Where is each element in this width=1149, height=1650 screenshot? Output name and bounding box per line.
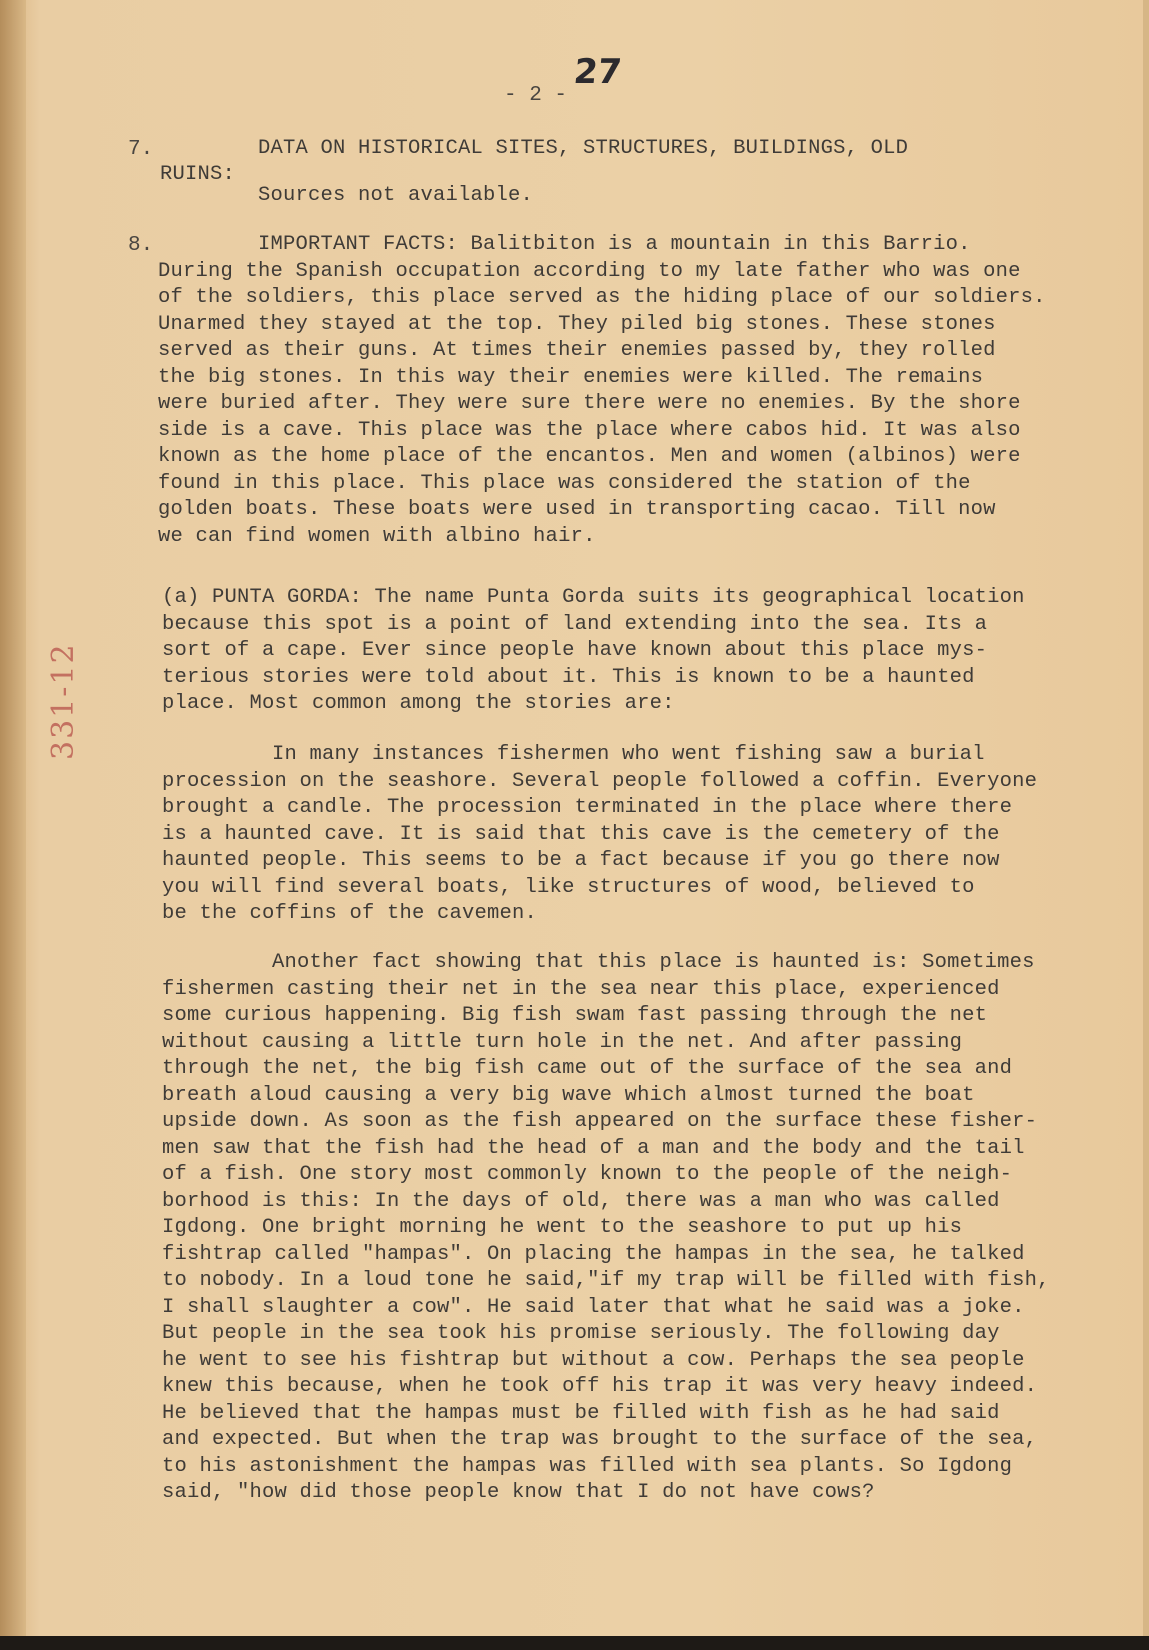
text-line: through the net, the big fish came out of the surface of the sea and xyxy=(162,1057,1013,1080)
section-8-number: 8. xyxy=(128,234,154,257)
text-line: I shall slaughter a cow". He said later that what he said was a joke. xyxy=(162,1295,1025,1319)
text-line: terious stories were told about it. This is known to be a haunted xyxy=(162,665,975,689)
text-line: you will find several boats, like structures of wood, believed to xyxy=(162,875,975,899)
text-line: knew this because, when he took off his trap it was very heavy indeed. xyxy=(162,1375,1038,1398)
text-line: In many instances fishermen who went fishing saw a burial xyxy=(272,743,985,766)
text-line: to his astonishment the hampas was filled with sea plants. So Igdong xyxy=(162,1454,1013,1478)
text-line: men saw that the fish had the head of a man and the body and the tail xyxy=(162,1136,1025,1160)
text-line: of the soldiers, this place served as the hiding place of our soldiers. xyxy=(158,286,1046,309)
text-line: of a fish. One story most commonly known to the people of the neigh- xyxy=(162,1163,1013,1186)
text-line: borhood is this: In the days of old, there was a man who was called xyxy=(162,1189,1000,1213)
page-right-edge xyxy=(1143,0,1149,1650)
text-line: some curious happening. Big fish swam fast passing through the net xyxy=(162,1004,988,1027)
text-line: haunted people. This seems to be a fact because if you go there now xyxy=(162,849,1000,872)
text-line: and expected. But when the trap was brought to the surface of the sea, xyxy=(162,1428,1038,1451)
text-line: to nobody. In a loud tone he said,"if my trap will be filled with fish, xyxy=(162,1269,1050,1292)
text-line: But people in the sea took his promise seriously. The following day xyxy=(162,1322,1000,1345)
text-line: Another fact showing that this place is haunted is: Sometimes xyxy=(272,951,1035,974)
haunted-fish-paragraph xyxy=(162,950,1062,1507)
text-line: He believed that the hampas must be filled with fish as he had said xyxy=(162,1401,1000,1425)
section-7-sources: Sources not available. xyxy=(258,184,534,207)
text-line: were buried after. They were sure there were no enemies. By the shore xyxy=(158,392,1021,415)
text-line: the big stones. In this way their enemies were killed. The remains xyxy=(158,365,984,389)
text-line: fishtrap called "hampas". On placing the hampas in the sea, he talked xyxy=(162,1242,1025,1266)
text-line: golden boats. These boats were used in transporting cacao. Till now xyxy=(158,498,996,521)
text-line: served as their guns. At times their enemies passed by, they rolled xyxy=(158,339,996,362)
page-number: 27 xyxy=(571,52,624,92)
text-line: (a) PUNTA GORDA: The name Punta Gorda suits its geographical location xyxy=(162,586,1025,609)
punta-gorda-paragraph xyxy=(162,585,1062,718)
text-line: Igdong. One bright morning he went to the seashore to put up his xyxy=(162,1216,963,1239)
binding-edge xyxy=(0,0,26,1650)
text-line: fishermen casting their net in the sea near this place, experienced xyxy=(162,977,1000,1001)
text-line: said, "how did those people know that I do not have cows? xyxy=(162,1481,875,1504)
text-line: he went to see his fishtrap but without a cow. Perhaps the sea people xyxy=(162,1348,1025,1372)
text-line: because this spot is a point of land extending into the sea. Its a xyxy=(162,612,988,636)
text-line: sort of a cape. Ever since people have known about this place mys- xyxy=(162,639,988,662)
text-line: During the Spanish occupation according to my late father who was one xyxy=(158,259,1021,283)
scan-bottom-border xyxy=(0,1636,1149,1650)
text-line: be the coffins of the cavemen. xyxy=(162,902,538,925)
text-line: we can find women with albino hair. xyxy=(158,524,596,548)
text-line: procession on the seashore. Several people followed a coffin. Everyone xyxy=(162,769,1038,793)
section-7-number: 7. xyxy=(128,138,154,161)
text-line: place. Most common among the stories are: xyxy=(162,692,675,715)
burial-procession-paragraph xyxy=(162,742,1062,928)
text-line: upside down. As soon as the fish appeared on the surface these fisher- xyxy=(162,1110,1038,1133)
text-line: without causing a little turn hole in the net. And after passing xyxy=(162,1030,963,1054)
text-line: brought a candle. The procession terminated in the place where there xyxy=(162,796,1013,819)
text-line: side is a cave. This place was the place where cabos hid. It was also xyxy=(158,418,1021,442)
text-line: Unarmed they stayed at the top. They piled big stones. These stones xyxy=(158,312,996,336)
text-line: known as the home place of the encantos. Men and women (albinos) were xyxy=(158,445,1021,468)
text-line: IMPORTANT FACTS: Balitbiton is a mountain in this Barrio. xyxy=(258,233,971,256)
text-line: found in this place. This place was considered the station of the xyxy=(158,471,971,495)
text-line: breath aloud causing a very big wave which almost turned the boat xyxy=(162,1083,975,1107)
section-7-heading-line2: RUINS: xyxy=(160,163,236,186)
page-marker: - 2 - xyxy=(504,84,568,107)
section-7-heading-line1: DATA ON HISTORICAL SITES, STRUCTURES, BUILDINGS, OLD xyxy=(258,137,909,160)
section-8-body xyxy=(158,232,1058,550)
margin-handwritten-note: 331-12 xyxy=(46,642,81,760)
text-line: is a haunted cave. It is said that this cave is the cemetery of the xyxy=(162,822,1000,846)
